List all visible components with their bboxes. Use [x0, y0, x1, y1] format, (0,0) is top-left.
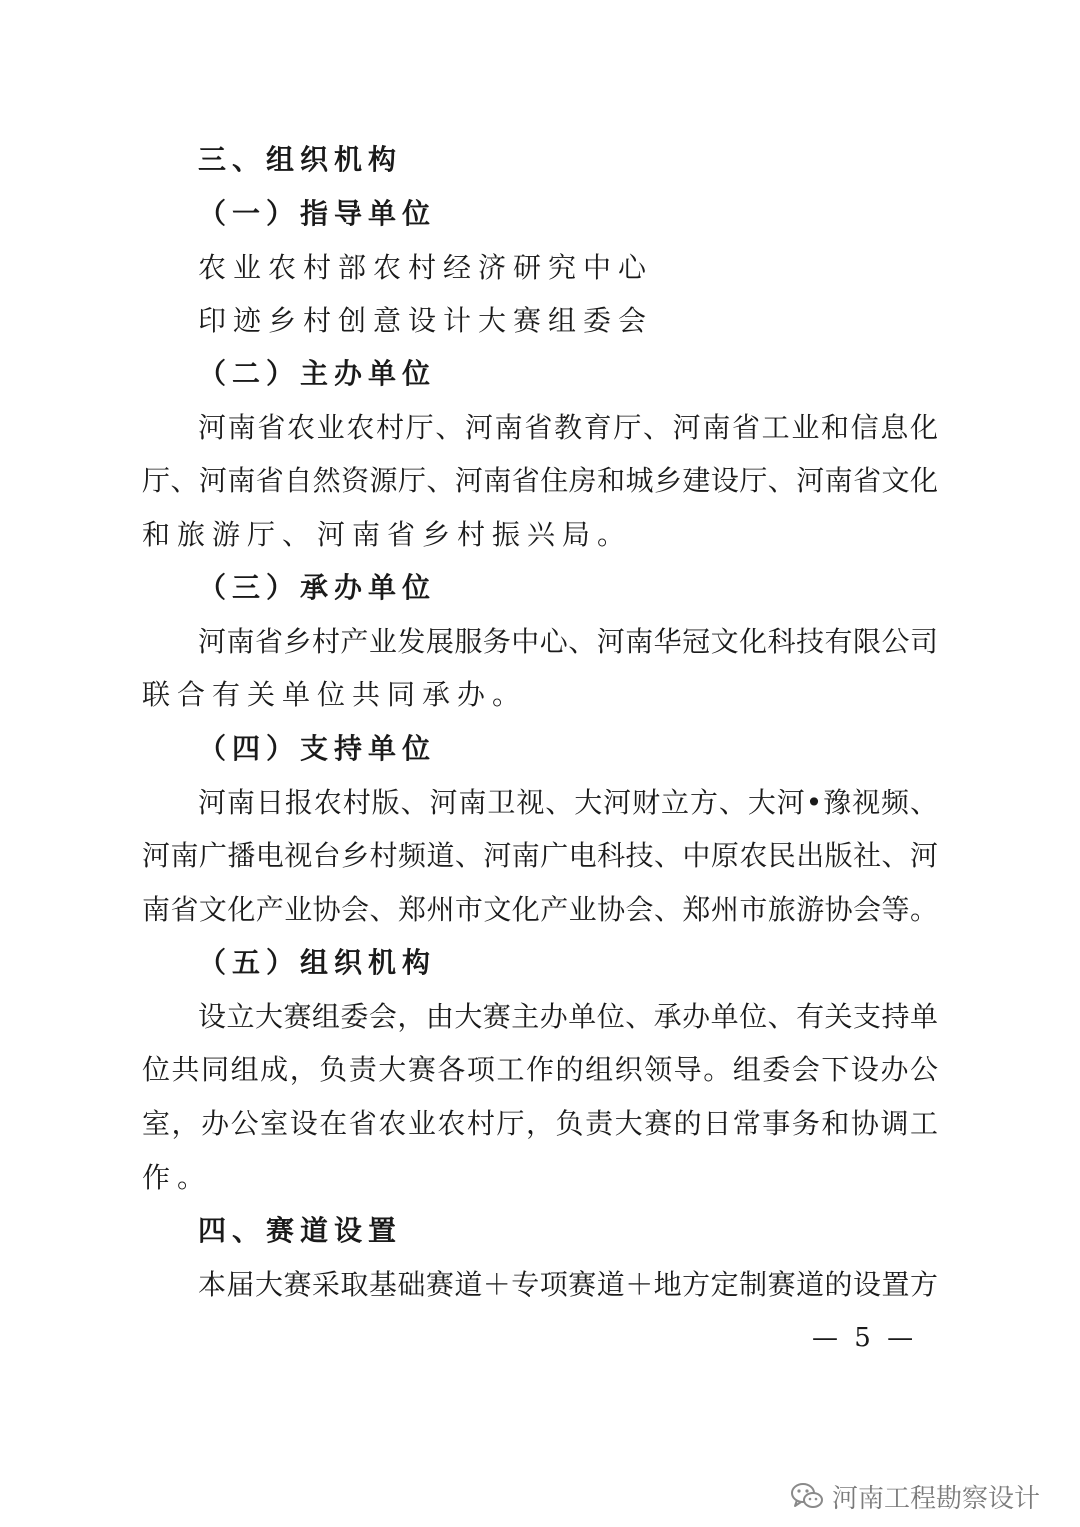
text-line: 位共同组成，负责大赛各项工作的组织领导。组委会下设办公: [142, 1053, 938, 1086]
text-line: 河南省农业农村厅、河南省教育厅、河南省工业和信息化: [198, 411, 938, 444]
subheading-host-units: （二）主办单位: [198, 357, 437, 390]
text-line: 作。: [142, 1161, 213, 1194]
page-number: — 5 —: [812, 1323, 918, 1353]
text-line: 室，办公室设在省农业农村厅，负责大赛的日常事务和协调工: [142, 1107, 938, 1140]
section-heading-tracks: 四、赛道设置: [198, 1214, 403, 1247]
text-line: 本届大赛采取基础赛道＋专项赛道＋地方定制赛道的设置方: [198, 1268, 938, 1301]
text-line: 印迹乡村创意设计大赛组委会: [198, 304, 654, 337]
subheading-organization-structure: （五）组织机构: [198, 946, 437, 979]
text-line: 河南日报农村版、河南卫视、大河财立方、大河•豫视频、: [198, 786, 938, 819]
text-line: 农业农村部农村经济研究中心: [198, 251, 654, 284]
text-line: 河南省乡村产业发展服务中心、河南华冠文化科技有限公司: [198, 625, 938, 658]
subheading-guiding-units: （一）指导单位: [198, 197, 437, 230]
text-line: 河南广播电视台乡村频道、河南广电科技、中原农民出版社、河: [142, 839, 938, 872]
text-line: 和旅游厅、河南省乡村振兴局。: [142, 518, 633, 551]
text-line: 厅、河南省自然资源厅、河南省住房和城乡建设厅、河南省文化: [142, 464, 938, 497]
watermark: [790, 1476, 1040, 1516]
text-line: 南省文化产业协会、郑州市文化产业协会、郑州市旅游协会等。: [142, 893, 938, 926]
text-line: 联合有关单位共同承办。: [142, 678, 528, 711]
wechat-icon: [790, 1481, 824, 1511]
text-line: 设立大赛组委会，由大赛主办单位、承办单位、有关支持单: [198, 1000, 938, 1033]
subheading-organizer-units: （三）承办单位: [198, 571, 437, 604]
subheading-supporting-units: （四）支持单位: [198, 732, 437, 765]
section-heading-organization: 三、组织机构: [198, 143, 403, 176]
watermark-text: 河南工程勘察设计: [832, 1483, 1041, 1514]
